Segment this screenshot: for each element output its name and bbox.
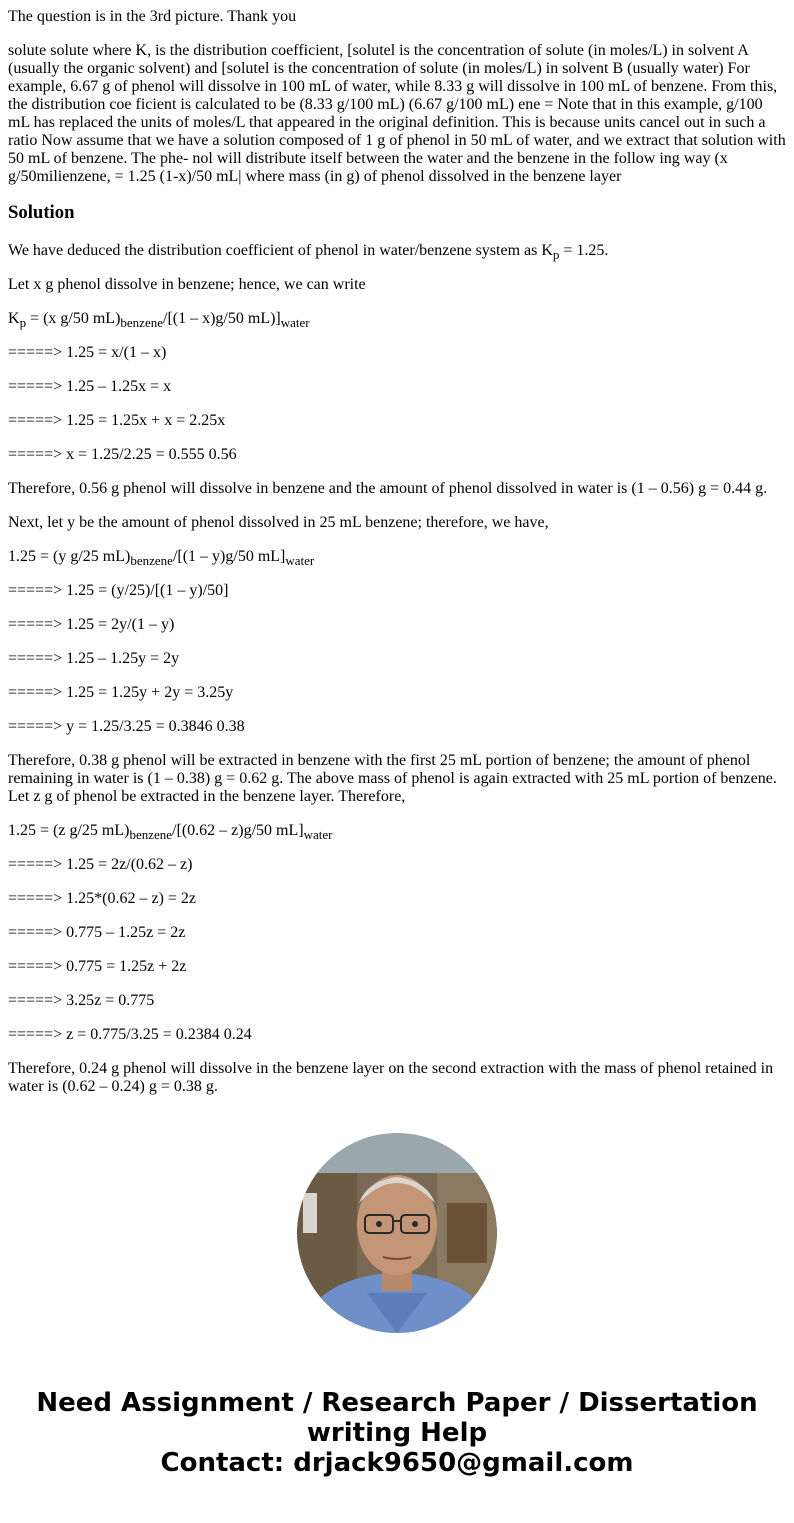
y-step: =====> 1.25 = 1.25y + 2y = 3.25y [8, 684, 234, 701]
x-result: Therefore, 0.56 g phenol will dissolve in benzene and the amount of phenol dissolved in water is (1 – 0.56) g = 0.44 g. [8, 480, 768, 497]
let-y-text: Next, let y be the amount of phenol dissolved in 25 mL benzene; therefore, we have, [8, 514, 549, 531]
footer-banner [0, 1388, 794, 1478]
y-equation: 1.25 = (y g/25 $mL)_{benzene}/[(1 - y)g/50$ $mL]_{water}$ [8, 548, 315, 568]
let-x-text: Let x g phenol dissolve in benzene; hence, we can write [8, 276, 366, 293]
z-step: =====> z = 0.775/3.25 = 0.2384 0.24 [8, 1026, 252, 1043]
footer-contact: Contact: drjack9650@gmail.com [160, 1448, 634, 1478]
z-step: =====> 0.775 – 1.25z = 2z [8, 924, 186, 941]
z-step: =====> 0.775 = 1.25z + 2z [8, 958, 187, 975]
y-step: =====> 1.25 = (y/25)/[(1 – y)/50] [8, 582, 229, 599]
x-step: =====> 1.25 – 1.25x = x [8, 378, 172, 395]
author-photo-wrap [0, 1133, 794, 1338]
author-avatar [297, 1133, 497, 1333]
solution-heading: Solution [8, 202, 75, 223]
z-equation: 1.25 = (z g/25 $mL)_{benzene}/[(0.62 - z)g/50$ $mL]_{water}$ [8, 822, 333, 842]
footer-line-2: writing Help [306, 1418, 488, 1448]
z-step: =====> 3.25z = 0.775 [8, 992, 155, 1009]
kp-statement: We have deduced the distribution coefficient of phenol in water/benzene system as $K_p = 1.25$. [8, 242, 609, 262]
avatar-portrait [297, 1133, 497, 1333]
x-step: =====> 1.25 = x/(1 – x) [8, 344, 167, 361]
z-step: =====> 1.25 = 2z/(0.62 – z) [8, 856, 193, 873]
kp-equation: $K_p = (x$ g/50 $mL)_{benzene}/[(1 - x)g/50$ $mL)]_{water}$ [8, 310, 310, 330]
z-result: Therefore, 0.24 g phenol will dissolve in the benzene layer on the second extraction with the mass of phenol retained in water is (0.62 – 0.24) g = 0.38 g. [8, 1060, 774, 1095]
y-step: =====> y = 1.25/3.25 = 0.3846 0.38 [8, 718, 245, 735]
y-result: Therefore, 0.38 g phenol will be extracted in benzene with the first 25 mL portion of benzene; the amount of phenol remaining in water is (1 – 0.38) g = 0.62 g. The above mass of phenol is again extracted with 25 mL portion of benzene. Let z g of phenol be extracted in the benzene layer. Therefore, [8, 752, 777, 805]
z-step: =====> 1.25*(0.62 – z) = 2z [8, 890, 197, 907]
intro-text: The question is in the 3rd picture. Thank you [8, 8, 297, 25]
x-step: =====> 1.25 = 1.25x + x = 2.25x [8, 412, 226, 429]
x-step: =====> x = 1.25/2.25 = 0.555 0.56 [8, 446, 237, 463]
question-text: solute solute where K, is the distribution coefficient, [solutel is the concentration of solute (in moles/L) in solvent A (usually the organic solvent) and [solutel is the concentration of solute (in moles/L) in solvent B (usually water) For example, 6.67 g of phenol will dissolve in 100 mL of water, while 8.33 g will dissolve in 100 mL of benzene. From this, the distribution coe ficient is calculated to be (8.33 g/100 mL) (6.67 g/100 mL) ene = Note that in this example, g/100 mL has replaced the units of moles/L that appeared in the original definition. This is because units cancel out in such a ratio Now assume that we have a solution composed of 1 g of phenol in 50 mL of water, and we extract that solution with 50 mL of benzene. The phe- nol will distribute itself between the water and the benzene in the follow ing way (x g/50milienzene, = 1.25 (1-x)/50 mL| where mass (in g) of phenol dissolved in the benzene layer [8, 42, 786, 185]
y-step: =====> 1.25 = 2y/(1 – y) [8, 616, 175, 633]
y-step: =====> 1.25 – 1.25y = 2y [8, 650, 180, 667]
footer-line-1: Need Assignment / Research Paper / Dissertation [36, 1388, 758, 1418]
